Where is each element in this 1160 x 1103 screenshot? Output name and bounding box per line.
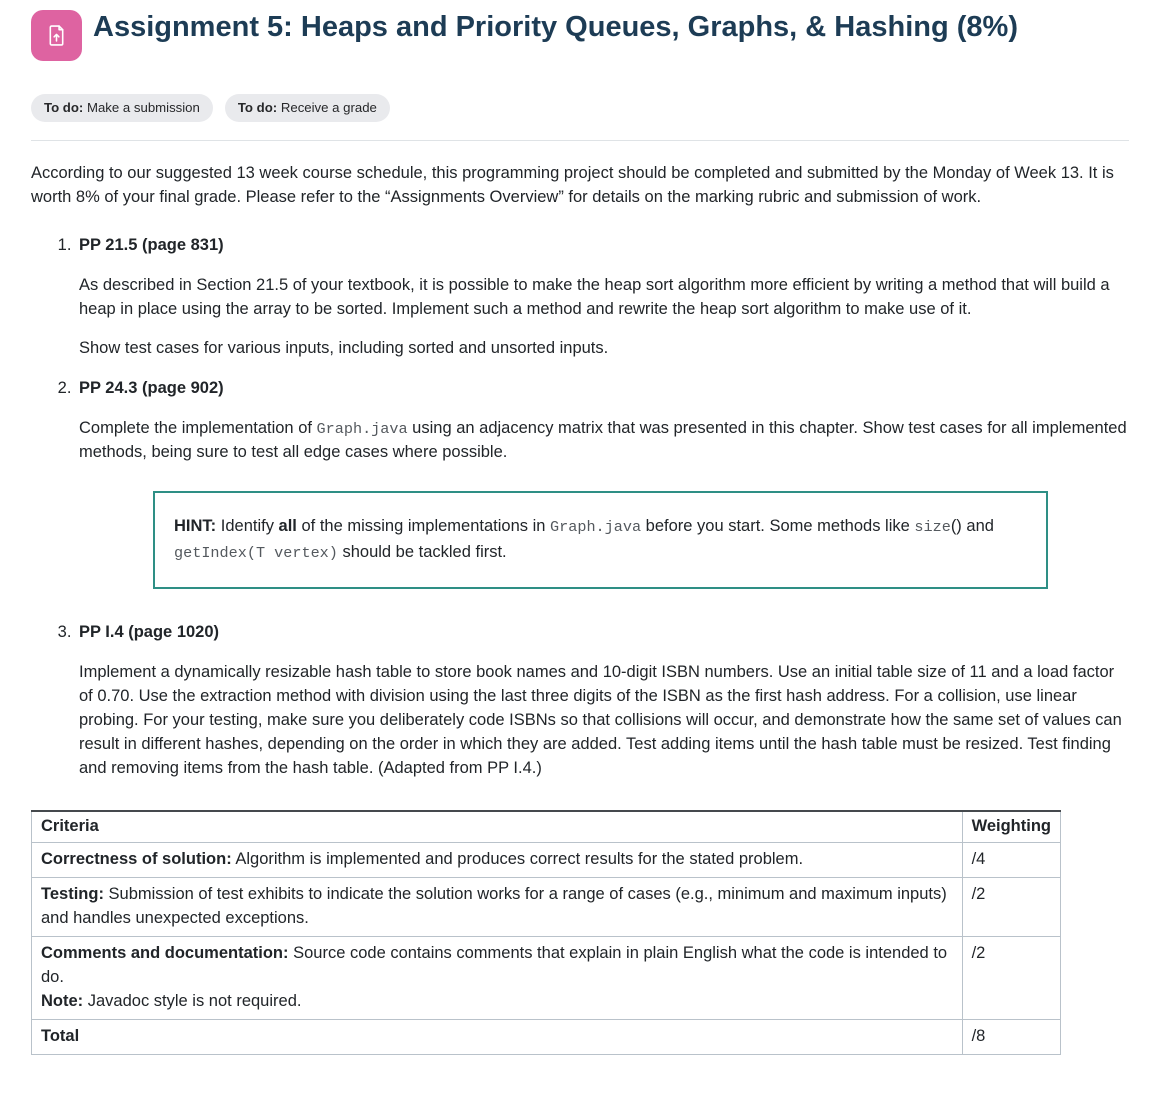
inline-code: Graph.java (550, 518, 642, 537)
document-upload-icon (43, 22, 70, 49)
criteria-cell: Correctness of solution: Algorithm is implemented and produces correct results for the stated problem. (32, 843, 963, 878)
weighting-cell: /2 (962, 937, 1060, 1020)
page-title: Assignment 5: Heaps and Priority Queues, Graphs, & Hashing (8%) (93, 11, 1018, 43)
table-row-testing (32, 878, 1061, 937)
completion-badges (31, 94, 1129, 122)
list-item-pp-i-4 (76, 621, 1129, 781)
hint-box: HINT: Identify all of the missing implementations in Graph.java before you start. Some methods like size() and getIndex(T vertex) should be tackled first. (153, 491, 1048, 589)
todo-badge-make-submission (31, 94, 213, 122)
rubric-table (31, 810, 1061, 1054)
weighting-cell: /4 (962, 843, 1060, 878)
list-item-pp-21-5 (76, 234, 1129, 362)
item-paragraph: Implement a dynamically resizable hash table to store book names and 10-digit ISBN numbers. Use an initial table size of 11 and a load factor of 0.70. Use the extraction method with division using the last three digits of the ISBN as the first hash address. For a collision, use linear probing. For your testing, make sure you deliberately code ISBNs so that collisions will occur, and demonstrate how the same set of values can result in different hashes, depending on the order in which they are added. Test adding items until the hash table must be resized. Test finding and removing items from the hash table. (Adapted from PP I.4.) (79, 662, 1122, 777)
page-header (31, 8, 1129, 61)
inline-code: size (914, 518, 951, 537)
weighting-cell: /2 (962, 878, 1060, 937)
criteria-cell: Testing: Submission of test exhibits to indicate the solution works for a range of cases (e.g., minimum and maximum inputs) and handles unexpected exceptions. (32, 878, 963, 937)
item-heading: 2. PP 24.3 (page 902) (79, 379, 224, 398)
criteria-cell: Comments and documentation: Source code contains comments that explain in plain English what the code is intended to do. Note: Javadoc style is not required. (32, 937, 963, 1020)
table-row-total (32, 1019, 1061, 1054)
inline-code: getIndex(T vertex) (174, 544, 338, 562)
table-row-correctness (32, 843, 1061, 878)
inline-code: Graph.java (316, 420, 408, 439)
item-heading: 1. PP 21.5 (page 831) (79, 235, 224, 254)
badge-label: To do: (44, 100, 84, 115)
criteria-header: Criteria (32, 811, 963, 842)
assignment-activity-icon (31, 10, 82, 61)
badge-text: Make a submission (83, 100, 200, 115)
section-divider (31, 140, 1129, 141)
todo-badge-receive-grade (225, 94, 390, 122)
assignment-list (31, 234, 1129, 781)
badge-label: To do: (237, 100, 278, 115)
criteria-cell: Total (32, 1019, 963, 1054)
item-paragraph: Complete the implementation of Graph.java using an adjacency matrix that was presented in this chapter. Show test cases for all implemented methods, being sure to test all edge cases where possible. (79, 419, 1127, 462)
hint-label: HINT: (174, 517, 217, 536)
item-heading: 3. PP I.4 (page 1020) (79, 622, 220, 641)
badge-text: Receive a grade (277, 100, 377, 115)
intro-paragraph: According to our suggested 13 week course schedule, this programming project should be completed and submitted by the Monday of Week 13. It is worth 8% of your final grade. Please refer to the “Assignments Overview” for details on the marking rubric and submission of work. (31, 163, 1114, 206)
table-header-row (32, 811, 1061, 842)
table-row-comments (32, 937, 1061, 1020)
weighting-cell: /8 (962, 1019, 1060, 1054)
item-paragraph: Show test cases for various inputs, including sorted and unsorted inputs. (79, 339, 609, 358)
item-paragraph: As described in Section 21.5 of your textbook, it is possible to make the heap sort algorithm more efficient by writing a method that will build a heap in place using the array to be sorted. Implement such a method and rewrite the heap sort algorithm to make use of it. (79, 275, 1110, 318)
weighting-header: Weighting (962, 811, 1060, 842)
list-item-pp-24-3 (76, 377, 1129, 589)
